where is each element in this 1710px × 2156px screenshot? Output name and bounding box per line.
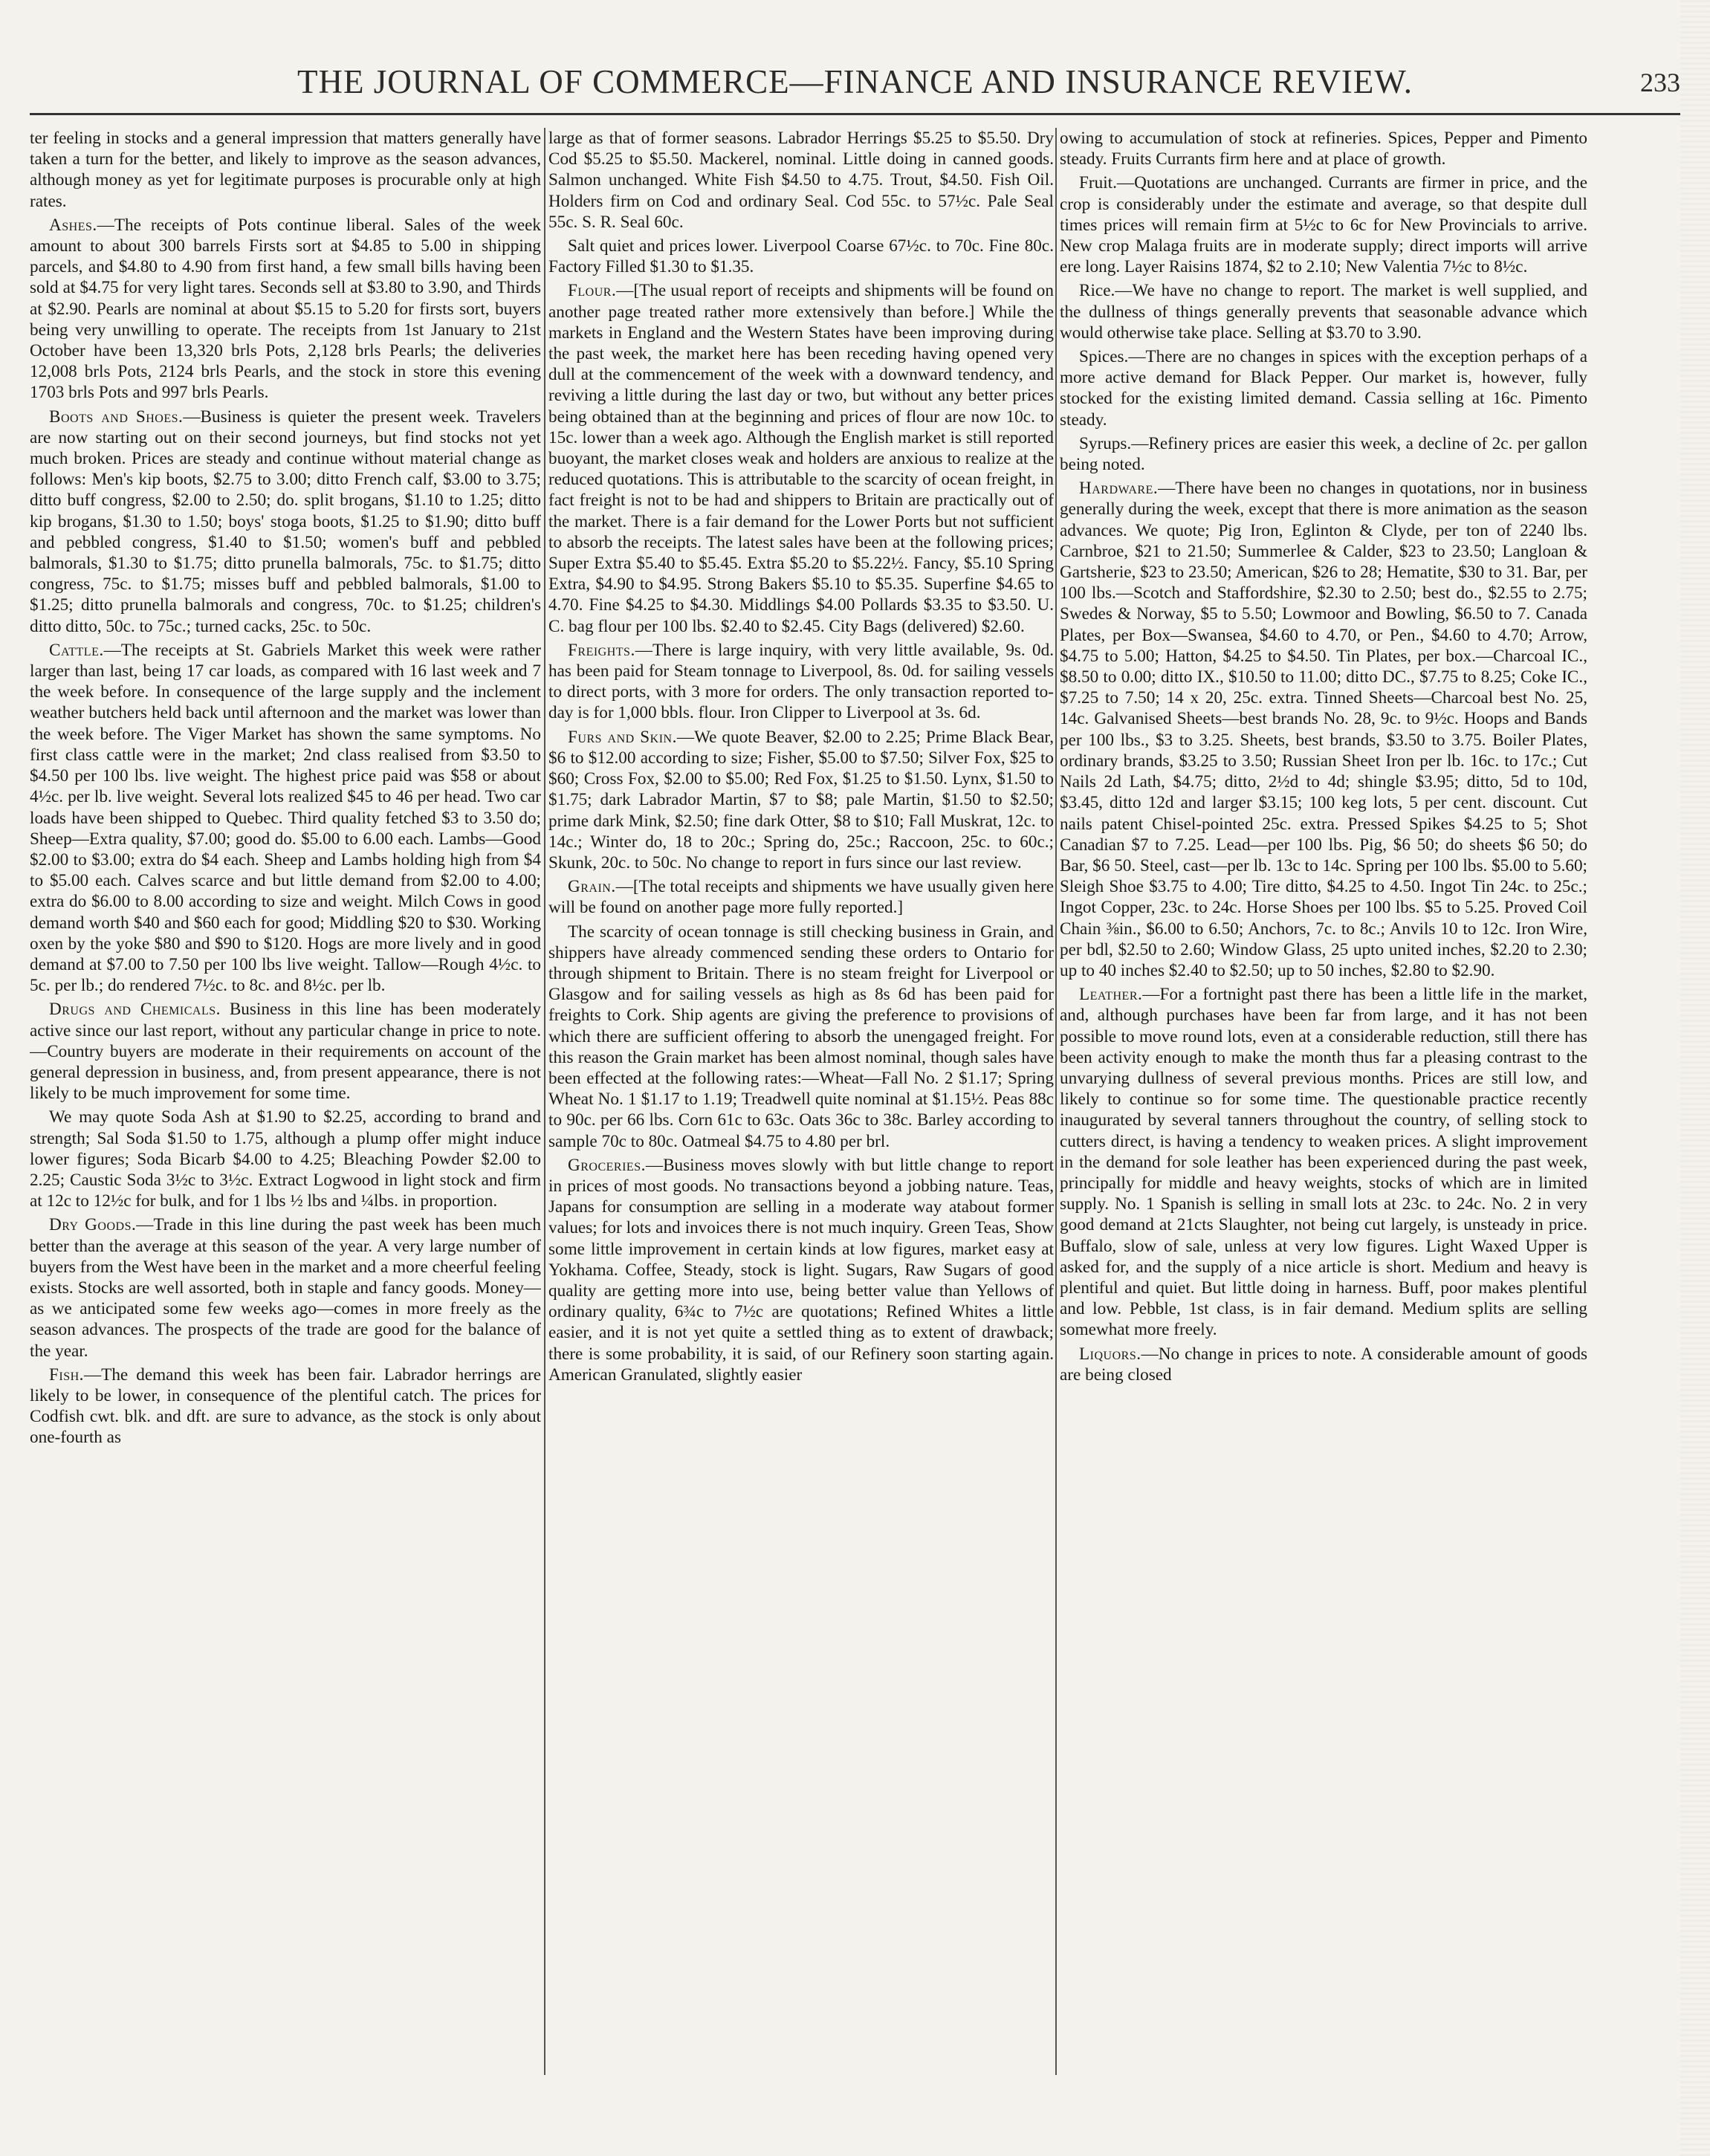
paragraph-text: —[The usual report of receipts and shipments will be found on another page treated rather more extensively than before.] While the markets in England and the Western States have been improving during the past week, the market here has been receding having opened very dull at the commencement of the week with a downward tendency, and reviving a little during the last day or two, but without any better prices being obtained than at the beginning and prices of flour are now 10c. to 15c. lower than a week ago. Although the English market is still reported buoyant, the market closes weak and holders are anxious to realize at the reduced quotations. This is attributable to the scarcity of ocean freight, in fact freight is not to be had and shippers to Britain are practically out of the market. There is a fair demand for the Lower Ports but not sufficient to absorb the receipts. The latest sales have been at the following prices; Super Extra $5.40 to $5.45. Extra $5.20 to $5.22½. Fancy, $5.10 Spring Extra, $4.90 to $4.95. Strong Bakers $5.10 to $5.35. Superfine $4.65 to 4.70. Fine $4.25 to $4.30. Middlings $4.00 Pollards $3.35 to $3.50. U. C. bag flour per 100 lbs. $2.40 to $2.45. City Bags (delivered) $2.60. [548,281,1054,636]
article-paragraph [548,236,1054,277]
article-paragraph [1060,280,1587,343]
section-lead: Liquors. [1079,1344,1141,1364]
paragraph-text: We may quote Soda Ash at $1.90 to $2.25, according to brand and strength; Sal Soda $1.50 to 1.75, although a plump offer might induce lower figures; Soda Bicarb $4.00 to 4.25; Bleaching Powder $2.00 to 2.25; Caustic Soda 3½c to 3½c. Extract Logwood in light stock and firm at 12c to 12½c for bulk, and for 1 lbs ½ lbs and ¼lbs. in proportion. [30,1107,541,1211]
paragraph-text: —The receipts of Pots continue liberal. Sales of the week amount to about 300 barrels Firsts sort at $4.85 to 5.00 in shipping parcels, and $4.80 to 4.90 from first hand, a few small bills having been sold at $4.75 for very light tares. Seconds sell at $3.80 to 3.90, and Thirds at $2.90. Pearls are nominal at about $5.15 to 5.20 for firsts sort, buyers being very unwilling to operate. The receipts from 1st January to 21st October have been 13,320 brls Pots, 2,128 brls Pearls; the deliveries 12,008 brls Pots, 2124 brls Pearls, and the stock in store this evening 1703 brls Pots and 997 brls Pearls. [30,215,541,403]
paragraph-text: Rice.—We have no change to report. The market is well supplied, and the dullness of things generally prevents that seasonable advance which would otherwise take place. Selling at $3.70 to 3.90. [1060,281,1587,343]
article-paragraph [30,1214,541,1361]
article-paragraph [1060,433,1587,475]
section-lead: Cattle. [49,640,104,660]
paragraph-text: owing to accumulation of stock at refineries. Spices, Pepper and Pimento steady. Fruits Currants firm here and at place of growth. [1060,129,1587,169]
column-divider [1055,128,1057,2075]
article-paragraph [1060,346,1587,430]
section-lead: Drugs and Chemicals. [49,1000,221,1020]
paragraph-text: —The receipts at St. Gabriels Market this week were rather larger than last, being 17 car loads, as compared with 16 last week and 7 the week before. In consequence of the large supply and the inclement weather butchers held back until afternoon and the market was lower than the week before. The Viger Market has shown the same symptoms. No first class cattle were in the market; 2nd class realised from $3.50 to $4.50 per 100 lbs. live weight. The highest price paid was $58 or about 4½c. per lb. live weight. Several lots realized $45 to 46 per head. Two car loads have been shipped to Quebec. Third quality fetched $3 to 3.50 do; Sheep—Extra quality, $7.00; good do. $5.00 to 6.00 each. Lambs—Good $2.00 to $3.00; extra do $4 each. Sheep and Lambs holding high from $4 to $5.00 each. Calves scarce and but little demand from $2.00 to 4.00; extra do $6.00 to 8.00 according to size and weight. Milch Cows in good demand worth $40 and $60 each for good; Middling $20 to $30. Working oxen by the yoke $80 and $90 to $120. Hogs are more lively and in good demand at $7.00 to 7.50 per 100 lbs live weight. Tallow—Rough 4½c. to 5c. per lb.; do rendered 7½c. to 8c. and 8½c. per lb. [30,640,541,996]
section-lead: Fish. [49,1365,84,1385]
paragraph-text: —There is large inquiry, with very little available, 9s. 0d. has been paid for Steam tonnage to Liverpool, 8s. 0d. for sailing vessels to direct ports, with 3 more for orders. The only transaction reported to-day is for 1,000 bbls. flour. Iron Clipper to Liverpool at 3s. 6d. [548,640,1054,723]
section-lead: Ashes. [49,215,97,235]
article-paragraph [1060,1344,1587,1385]
section-lead: Boots and Shoes. [49,407,184,427]
column-1 [30,128,541,2105]
section-lead: Leather. [1079,985,1143,1005]
article-paragraph [30,640,541,996]
page-edge [1680,0,1710,2156]
paragraph-text: —Trade in this line during the past week has been much better than the average at this season of the year. A very large number of buyers from the West have been in the market and a more cheerful feeling exists. Stocks are well assorted, both in staple and fancy goods. Money—as we anticipated some few weeks ago—comes in more freely as the season advances. The prospects of the trade are good for the balance of the year. [30,1215,541,1361]
article-paragraph [30,1365,541,1448]
paragraph-text: —We quote Beaver, $2.00 to 2.25; Prime Black Bear, $6 to $12.00 according to size; Fisher, $5.00 to $7.50; Silver Fox, $25 to $60; Cross Fox, $2.00 to $5.00; Red Fox, $1.25 to $1.50. Lynx, $1.50 to $1.75; dark Labrador Martin, $7 to $8; pale Martin, $1.50 to $2.50; prime dark Mink, $2.50; fine dark Otter, $8 to $10; Fall Muskrat, 12c. to 14c.; Winter do, 18 to 20c.; Spring do, 25c.; Raccoon, 25c. to 60c.; Skunk, 20c. to 50c. No change to report in furs since our last review. [548,727,1054,873]
paragraph-text: The scarcity of ocean tonnage is still checking business in Grain, and shippers have already commenced sending these orders to Ontario for through shipment to Britain. There is no steam freight for Liverpool or Glasgow and for sailing vessels as high as 8s 6d has been paid for freights to Cork. Ship agents are giving the preference to provisions of which there are sufficient offering to absorb the unengaged freight. For this reason the Grain market has been almost nominal, though sales have been effected at the following rates:—Wheat—Fall No. 2 $1.17; Spring Wheat No. 1 $1.17 to 1.19; Treadwell quite nominal at $1.15½. Peas 88c to 90c. per 66 lbs. Corn 61c to 63c. Oats 36c to 38c. Barley according to sample 70c to 80c. Oatmeal $4.75 to 4.80 per brl. [548,922,1054,1151]
paragraph-text: Salt quiet and prices lower. Liverpool Coarse 67½c. to 70c. Fine 80c. Factory Filled $1.30 to $1.35. [548,236,1054,277]
article-paragraph [548,640,1054,724]
section-lead: Dry Goods. [49,1215,137,1235]
paragraph-text: Spices.—There are no changes in spices with the exception perhaps of a more active demand for Black Pepper. Our market is, however, fully stocked for the existing limited demand. Cassia selling at 16c. Pimento steady. [1060,347,1587,430]
column-2 [548,128,1054,2105]
article-paragraph [548,128,1054,233]
paragraph-text: —The demand this week has been fair. Labrador herrings are likely to be lower, in consequence of the plentiful catch. The prices for Codfish cwt. blk. and dft. are sure to advance, as the stock is only about one-fourth as [30,1365,541,1448]
article-paragraph [1060,478,1587,981]
section-lead: Freights. [568,640,635,660]
article-paragraph [30,1107,541,1211]
paragraph-text: Business in this line has been moderately active since our last report, without any particular change in price to note.—Country buyers are moderate in their requirements on account of the general depression in business, and, from present appearance, there is not likely to be much improvement for some time. [30,1000,541,1104]
paragraph-text: Fruit.—Quotations are unchanged. Currants are firmer in price, and the crop is considerably under the estimate and average, so that despite dull times prices will remain firm at 5½c to 6c for New Provincials to arrive. New crop Malaga fruits are in moderate supply; direct imports will arrive ere long. Layer Raisins 1874, $2 to 2.10; New Valentia 7½c to 8½c. [1060,173,1587,277]
section-lead: Hardware. [1079,479,1159,499]
article-paragraph [1060,172,1587,277]
section-lead: Groceries. [568,1155,646,1175]
section-lead: Grain. [568,877,616,897]
paragraph-text: —No change in prices to note. A considerable amount of goods are being closed [1060,1344,1587,1385]
paragraph-text: —[The total receipts and shipments we have usually given here will be found on another page more fully reported.] [548,877,1054,918]
article-paragraph [548,1155,1054,1385]
article-paragraph [30,999,541,1104]
paragraph-text: —There have been no changes in quotations, nor in business generally during the week, except that there is more animation as the season advances. We quote; Pig Iron, Eglinton & Clyde, per ton of 2240 lbs. Carnbroe, $21 to 21.50; Summerlee & Calder, $23 to 23.50; Langloan & Gartsherie, $23 to 23.50; American, $26 to 28; Hematite, $30 to 31. Bar, per 100 lbs.—Scotch and Staffordshire, $2.30 to 2.50; best do., $2.55 to 2.75; Swedes & Norway, $5 to 5.50; Lowmoor and Bowling, $6.50 to 7. Canada Plates, per Box—Swansea, $4.60 to 4.70, or Pen., $4.60 to 4.70; Arrow, $4.75 to 5.00; Hatton, $4.25 to $4.50. Tin Plates, per box.—Charcoal IC., $8.50 to 0.00; ditto IX., $10.50 to 11.00; ditto DC., $7.75 to 8.25; Coke IC., $7.25 to 7.50; 14 x 20, 25c. extra. Tinned Sheets—Charcoal best No. 25, 14c. Galvanised Sheets—best brands No. 28, 9c. to 9½c. Hoops and Bands per 100 lbs., $3 to 3.25. Sheets, best brands, $3.50 to 3.75. Boiler Plates, ordinary brands, $3.25 to 3.50; Russian Sheet Iron per lb. 16c. to 17c.; Cut Nails 2d Lath, $4.75; ditto, 2½d to 4d; shingle $3.95; ditto, 5d to 10d, $3.45, ditto 12d and larger $3.15; 100 keg lots, 5 per cent. discount. Cut nails patent Chisel-pointed 25c. extra. Pressed Spikes $4.25 to 5; Shot Canadian $7 to 7.25. Lead—per 100 lbs. Pig, $6 50; do sheets $6 50; do Bar, $6 50. Steel, cast—per lb. 13c to 14c. Spring per 100 lbs. $5.00 to 5.60; Sleigh Shoe $3.75 to 4.00; Tire ditto, $4.25 to 4.50. Ingot Tin 24c. to 25c.; Ingot Copper, 23c. to 24c. Horse Shoes per 100 lbs. $5 to 5.25. Proved Coil Chain ⅜in., $6.00 to 6.50; Anchors, 7c. to 8c.; Anvils 10 to 12c. Iron Wire, per bdl, $2.50 to 2.60; Window Glass, 25 upto united inches, $2.20 to 2.30; up to 40 inches $2.40 to $2.50; up to 50 inches, $2.80 to $2.90. [1060,479,1587,980]
article-paragraph [1060,984,1587,1340]
article-paragraph [548,727,1054,873]
section-lead: Flour. [568,281,617,301]
article-paragraph [1060,128,1587,169]
column-3 [1060,128,1587,2105]
article-paragraph [548,922,1054,1152]
header-rule [30,113,1680,115]
paragraph-text: ter feeling in stocks and a general impression that matters generally have taken a turn for the better, and likely to improve as the season advances, although money as yet for legitimate purposes is procurable only at high rates. [30,129,541,211]
column-divider [544,128,545,2075]
paragraph-text: large as that of former seasons. Labrador Herrings $5.25 to $5.50. Dry Cod $5.25 to $5.50. Mackerel, nominal. Little doing in canned goods. Salmon unchanged. White Fish $4.50 to 4.75. Trout, $4.50. Fish Oil. Holders firm on Cod and ordinary Seal. Cod 55c. to 57½c. Pale Seal 55c. S. R. Seal 60c. [548,129,1054,232]
article-paragraph [30,215,541,404]
page-header [30,62,1680,107]
paragraph-text: Syrups.—Refinery prices are easier this week, a decline of 2c. per gallon being noted. [1060,433,1587,475]
paragraph-text: —Business is quieter the present week. Travelers are now starting out on their second journeys, but find stocks not yet much broken. Prices are steady and continue without material change as follows: Men's kip boots, $2.75 to 3.00; ditto French calf, $3.00 to 3.75; ditto buff congress, $2.00 to 2.50; do. split brogans, $1.10 to 1.25; ditto kip brogans, $1.30 to 1.50; boys' stoga boots, $1.25 to $1.90; ditto buff and pebbled congress, $1.40 to $1.50; women's buff and pebbled balmorals, $1.30 to $1.75; ditto prunella balmorals, 75c. to $1.75; ditto congress, 75c. to $1.75; misses buff and pebbled balmorals, $1.00 to $1.25; ditto prunella balmorals and congress, 70c. to $1.25; children's ditto ditto, 50c. to 75c.; turned cacks, 25c. to 50c. [30,407,541,636]
article-paragraph [30,407,541,637]
article-paragraph [548,876,1054,918]
paragraph-text: —For a fortnight past there has been a little life in the market, and, although purchases have been far from large, and it has not been possible to move round lots, even at a considerable reduction, still there has been activity enough to make the month thus far a pleasing contrast to the unvarying dullness of several previous months. Prices are still low, and likely to continue so for some time. The questionable practice recently inaugurated by several tanners throughout the country, of selling stock to cutters direct, is having a tendency to weaken prices. A slight improvement in the demand for sole leather has been experienced during the past week, principally for middle and heavy weights, stocks of which are in limited supply. No. 1 Spanish is selling in small lots at 23c. to 24c. No. 2 in very good demand at 21cts Slaughter, not being cut largely, is unsteady in price. Buffalo, slow of sale, unless at very low figures. Light Waxed Upper is asked for, and the supply of a nice article is short. Medium and heavy is plentiful and quiet. But little doing in harness. Buff, poor makes plentiful and low. Pebble, 1st class, is in fair demand. Medium splits are selling somewhat more freely. [1060,985,1587,1340]
article-paragraph [30,128,541,212]
paragraph-text: —Business moves slowly with but little change to report in prices of most goods. No transactions beyond a jobbing nature. Teas, Japans for consumption are selling in a moderate way atabout former values; for lots and invoices there is not much inquiry. Green Teas, Show some little improvement in certain kinds at low figures, market easy at Yokhama. Coffee, Steady, stock is light. Sugars, Raw Sugars of good quality are getting more into use, being better value than Yellows of ordinary quality, 6¾c to 7½c are quotations; Refined Whites a little easier, and it is not yet quite a settled thing as to extent of drawback; there is some probability, it is said, of our Refinery soon starting again. American Granulated, slightly easier [548,1155,1054,1385]
article-paragraph [548,280,1054,636]
section-lead: Furs and Skin. [568,727,677,747]
journal-title: THE JOURNAL OF COMMERCE—FINANCE AND INSURANCE REVIEW. [297,63,1413,100]
page-number: 233 [1640,68,1680,97]
